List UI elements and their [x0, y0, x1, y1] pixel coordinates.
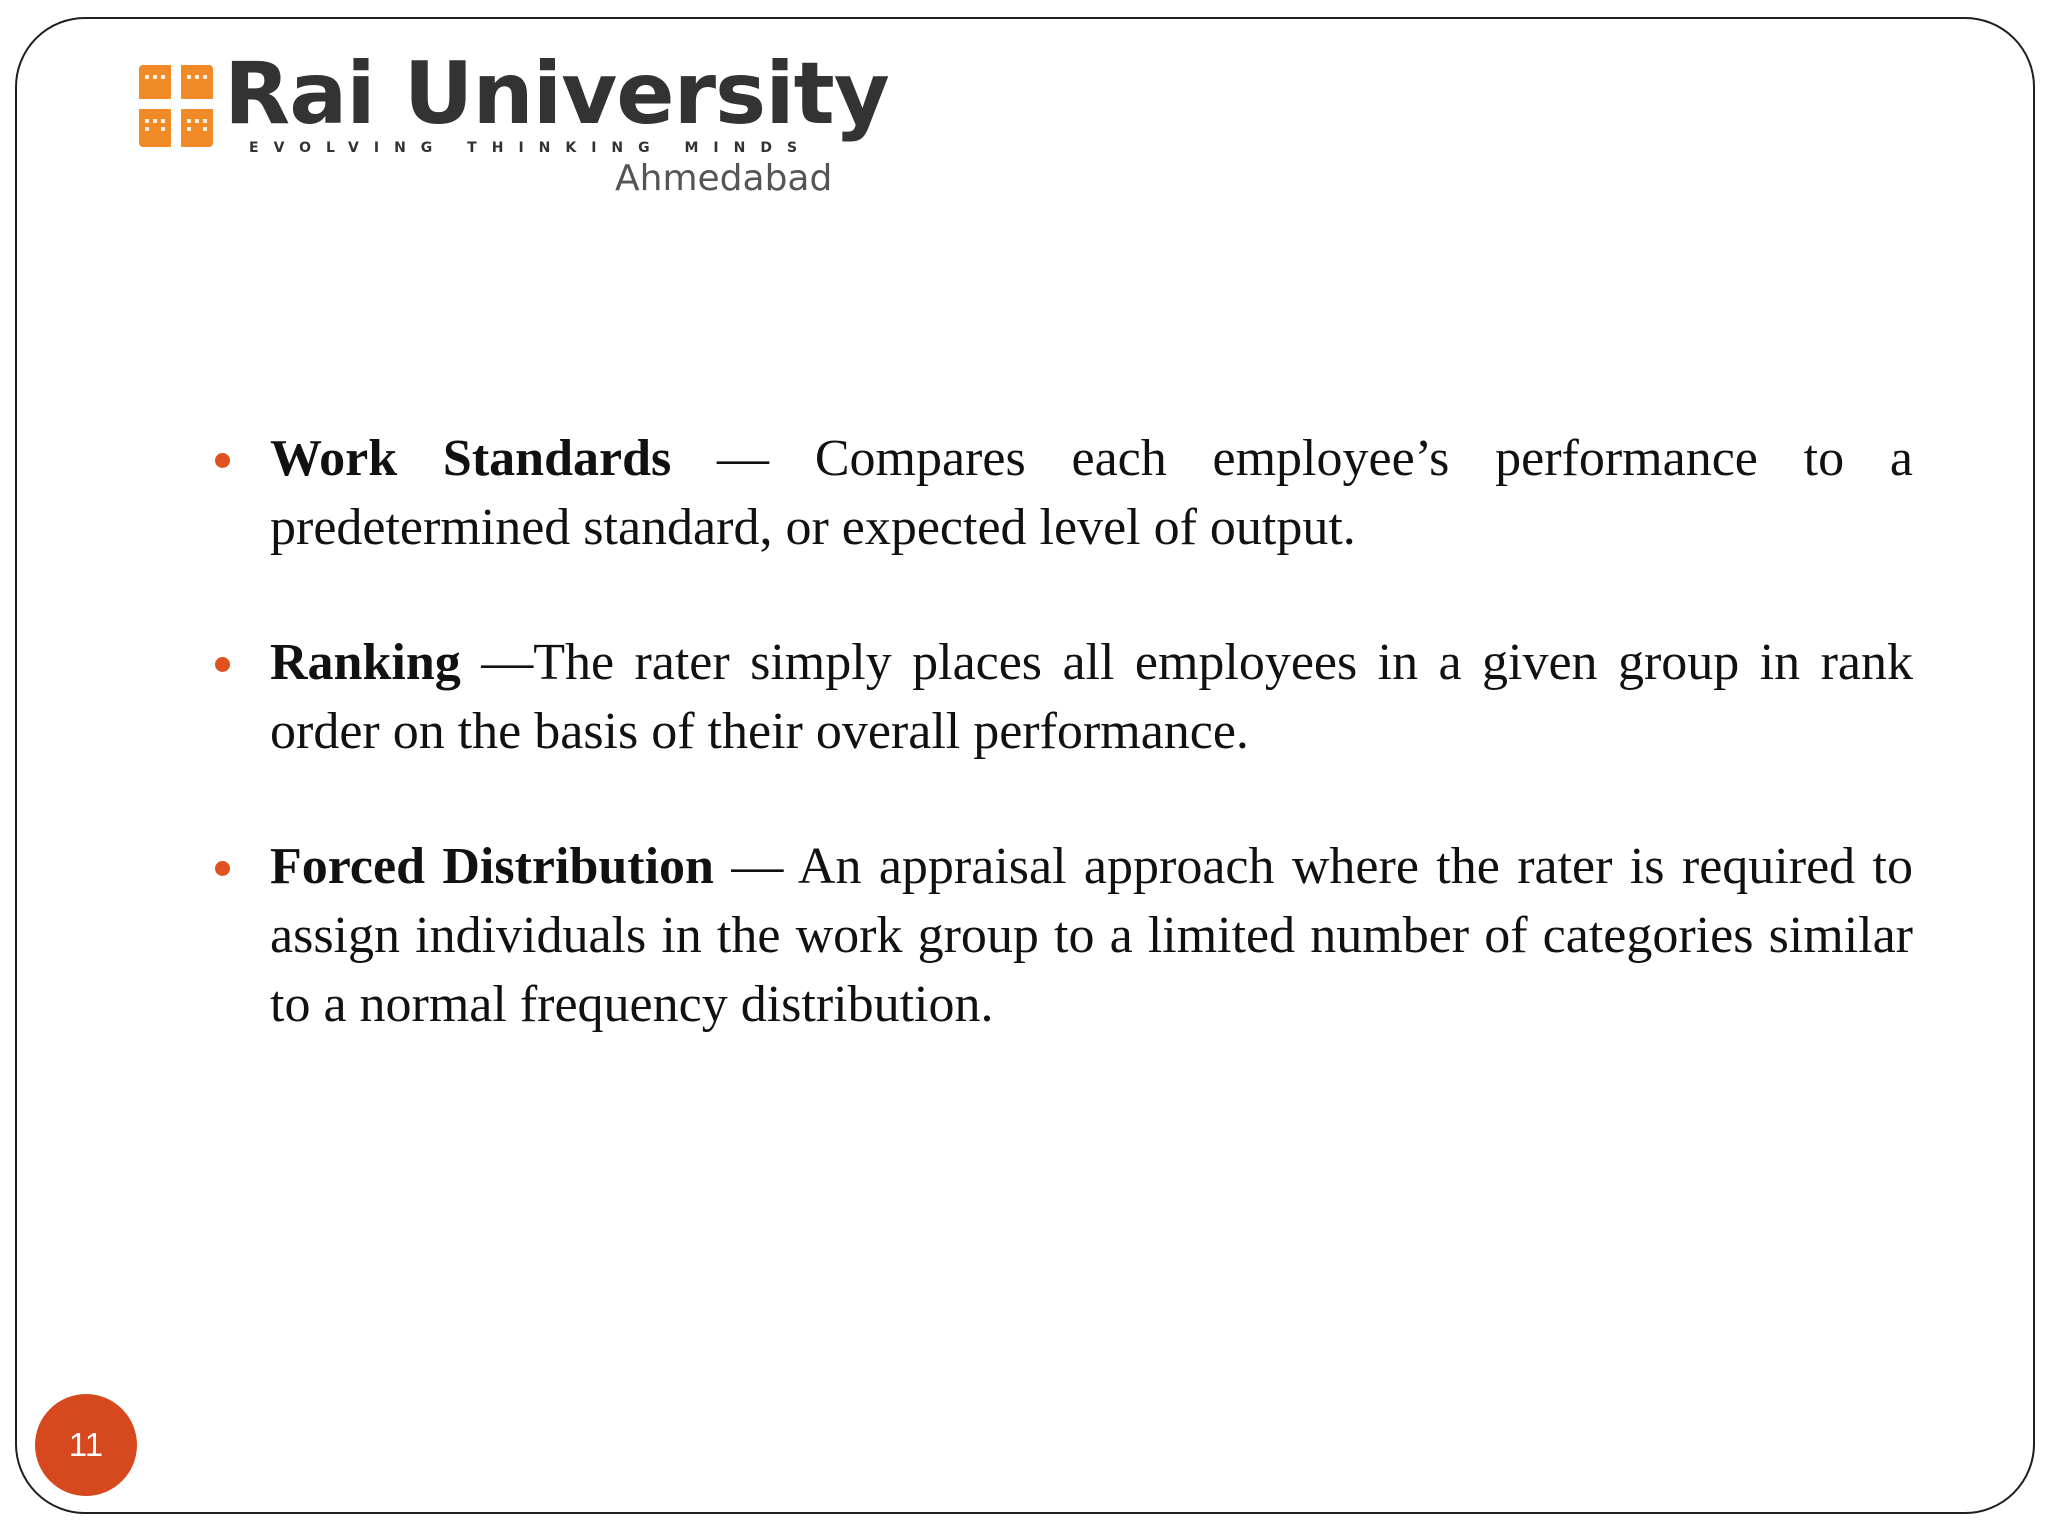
bullet-term: Work Standards	[270, 430, 672, 487]
bullet-dot-icon	[215, 657, 230, 672]
slide-number-badge: 11	[35, 1394, 137, 1496]
bullet-item-forced-distribution	[195, 832, 1913, 1039]
university-tagline: EVOLVING THINKING MINDS	[249, 140, 813, 156]
bullet-term: Forced Distribution	[270, 838, 714, 895]
bullet-description: — An appraisal approach where the rater is required to assign individuals in the work group to a limited number of categories similar to a normal frequency distribution.	[270, 838, 1913, 1033]
bullet-item-ranking	[195, 628, 1913, 766]
campus-city: Ahmedabad	[615, 158, 833, 199]
bullet-description: —The rater simply places all employees in a given group in rank order on the basis of their overall performance.	[270, 634, 1913, 760]
university-crest-icon	[139, 65, 213, 147]
slide-content-area	[17, 19, 2033, 1512]
bullet-dot-icon	[215, 861, 230, 876]
university-name: Rai University	[224, 44, 889, 144]
bullet-term: Ranking	[270, 634, 461, 691]
bullet-dot-icon	[215, 453, 230, 468]
bullet-item-work-standards	[195, 424, 1913, 562]
university-logo	[139, 44, 889, 205]
bullet-description: — Compares each employee’s performance to a predetermined standard, or expected level of output.	[270, 430, 1913, 556]
bullet-list	[195, 424, 1913, 1105]
slide	[15, 17, 2035, 1514]
